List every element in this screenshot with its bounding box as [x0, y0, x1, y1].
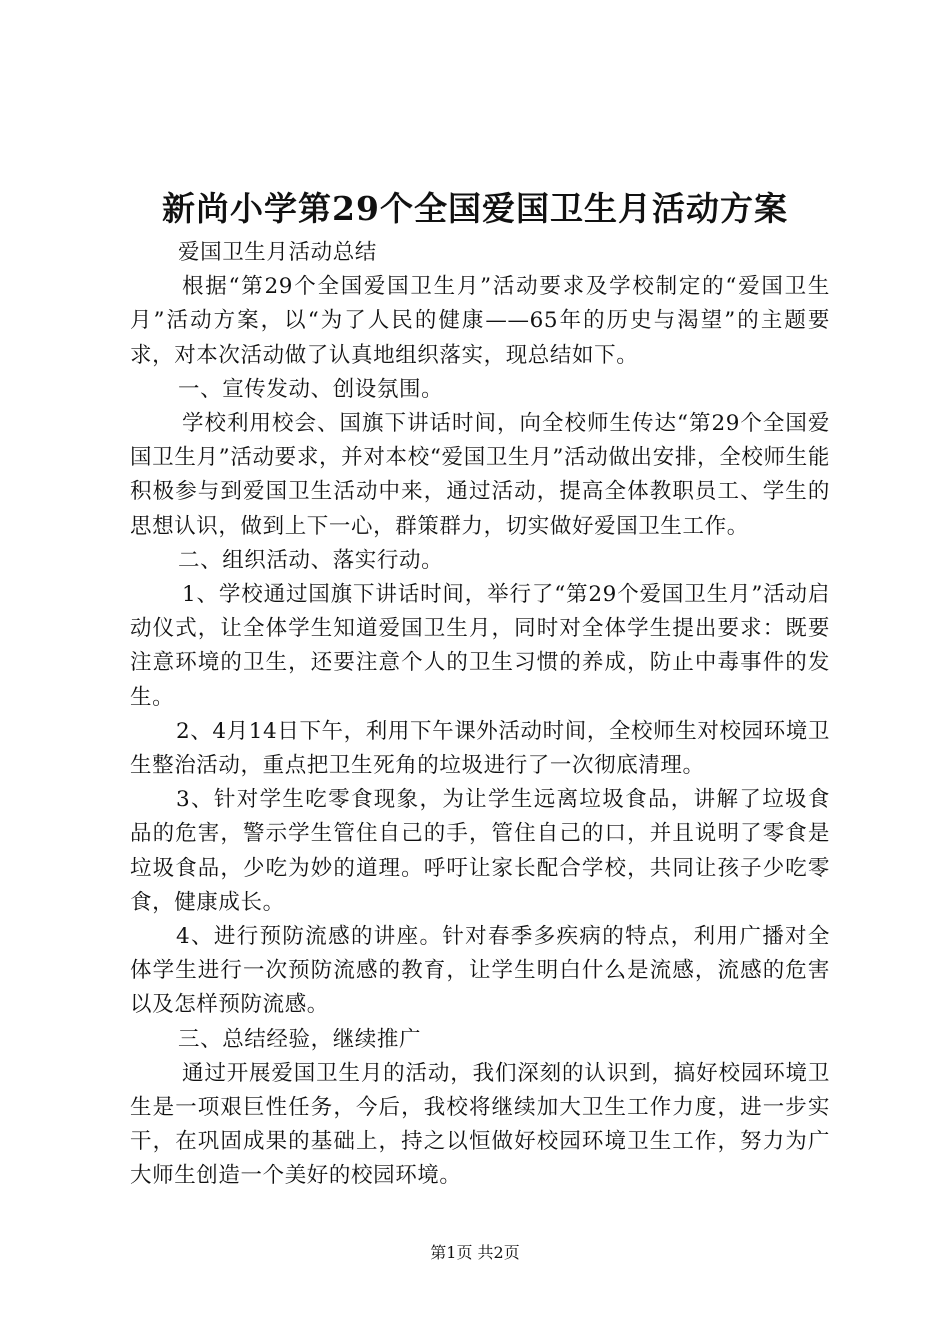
conclusion-paragraph: 通过开展爱国卫生月的活动，我们深刻的认识到，搞好校园环境卫生是一项艰巨性任务，今后，我校将继续加大卫生工作力度，进一步实干，在巩固成果的基础上，持之以恒做好校园环境卫生工作，努力为广大师生创造一个美好的校园环境。	[130, 1060, 830, 1189]
section-heading-2: 二、组织活动、落实行动。	[178, 547, 444, 573]
intro-paragraph: 根据“第29个全国爱国卫生月”活动要求及学校制定的“爱国卫生月”活动方案，以“为了人民的健康——65年的历史与渴望”的主题要求，对本次活动做了认真地组织落实，现总结如下。	[130, 274, 830, 368]
page-number-footer: 第1页 共2页	[430, 1243, 520, 1262]
section-heading-3: 三、总结经验，继续推广	[178, 1026, 422, 1052]
subtitle-paragraph: 爱国卫生月活动总结	[178, 240, 377, 265]
item-1-paragraph: 1、学校通过国旗下讲话时间，举行了“第29个爱国卫生月”活动启动仪式，让全体学生知道爱国卫生月，同时对全体学生提出要求：既要注意环境的卫生，还要注意个人的卫生习惯的养成，防止中毒事件的发生。	[130, 582, 830, 710]
item-2-paragraph: 2、4月14日下午，利用下午课外活动时间，全校师生对校园环境卫生整治活动，重点把卫生死角的垃圾进行了一次彻底清理。	[130, 718, 830, 779]
section-1-paragraph: 学校利用校会、国旗下讲话时间，向全校师生传达“第29个全国爱国卫生月”活动要求，并对本校“爱国卫生月”活动做出安排，全校师生能积极参与到爱国卫生活动中来，通过活动，提高全体教职员工、学生的思想认识，做到上下一心，群策群力，切实做好爱国卫生工作。	[130, 411, 830, 539]
item-4-paragraph: 4、进行预防流感的讲座。针对春季多疾病的特点，利用广播对全体学生进行一次预防流感的教育，让学生明白什么是流感，流感的危害以及怎样预防流感。	[130, 924, 830, 1018]
document-title: 新尚小学第29个全国爱国卫生月活动方案	[162, 189, 788, 228]
section-heading-1: 一、宣传发动、创设氛围。	[178, 376, 444, 402]
item-3-paragraph: 3、针对学生吃零食现象，为让学生远离垃圾食品，讲解了垃圾食品的危害，警示学生管住自己的手，管住自己的口，并且说明了零食是垃圾食品，少吃为妙的道理。呼吁让家长配合学校，共同让孩子少吃零食，健康成长。	[130, 787, 830, 915]
document-body	[130, 236, 830, 1194]
